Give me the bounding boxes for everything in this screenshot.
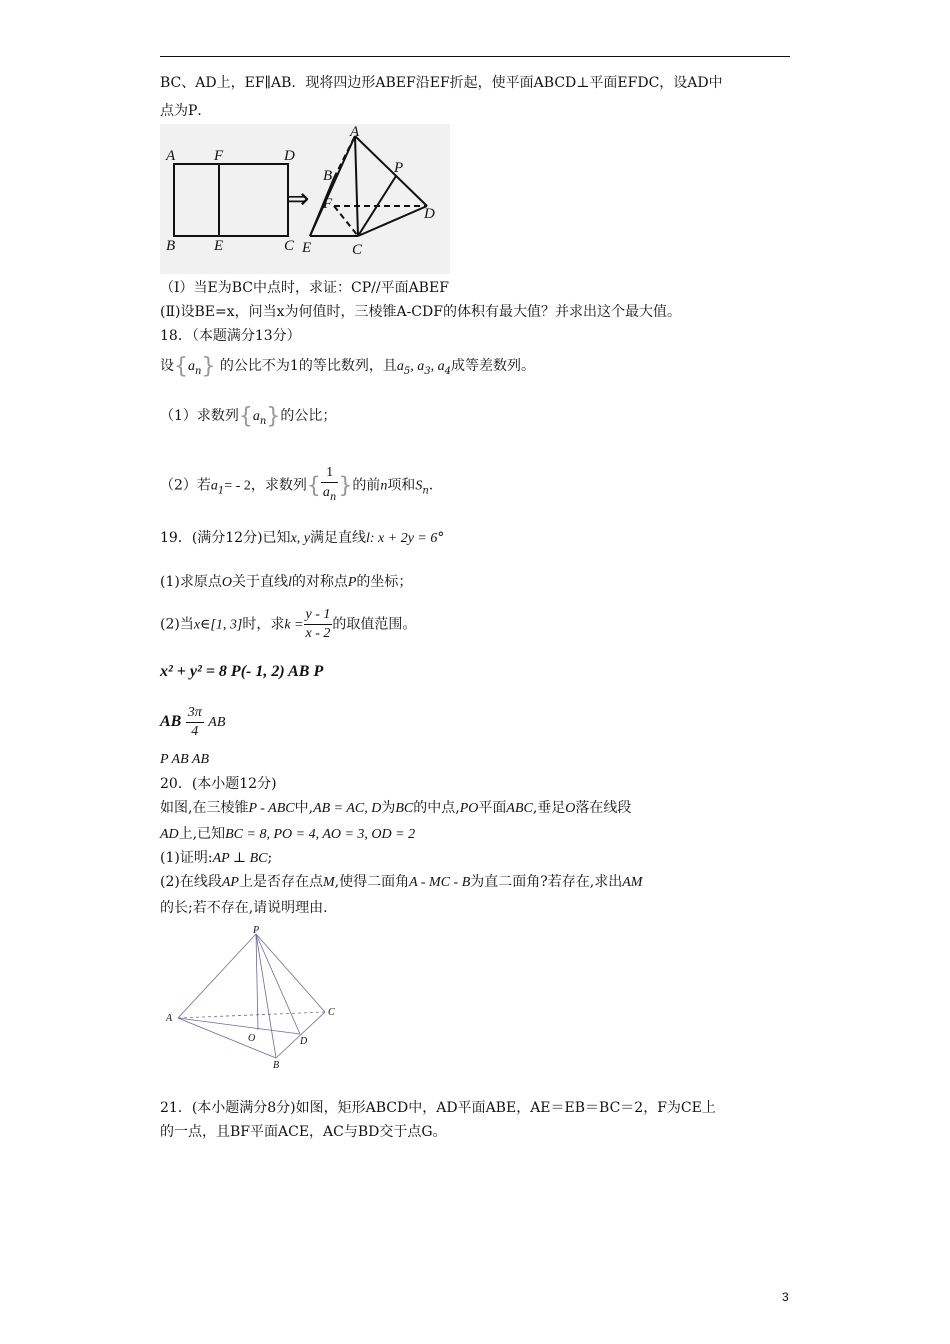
stray-math: P AB AB (160, 752, 209, 767)
text-line: 19．(满分12分)已知x, y满足直线l: x + 2y = 6° (160, 530, 445, 546)
text-line: 如图,在三棱锥P - ABC中,AB = AC, D为BC的中点,PO平面ABC,垂足O落在线段 (160, 800, 632, 816)
label-C2: C (352, 242, 363, 258)
text-line: (1)证明:AP ⊥ BC; (160, 850, 273, 866)
text-line: (2)在线段AP上是否存在点M,使得二面角A - MC - B为直二面角?若存在,求出AM (160, 874, 643, 890)
label-E: E (214, 238, 224, 254)
text-line: 的一点，且BF平面ACE，AC与BD交于点G。 (160, 1124, 447, 1140)
label-C: C (284, 238, 295, 254)
label-A2: A (350, 124, 360, 140)
text-line: 点为P． (160, 103, 212, 119)
page-number: 3 (782, 1290, 789, 1304)
text-line: 设$\{a_n\}$ 的公比不为1的等比数列，且$a_5$, $a_3$, $a_4$成等差数列。 (160, 354, 535, 379)
text-line: BC、AD上，EF∥AB．现将四边形ABEF沿EF折起，使平面ABCD⊥平面EFDC，设AD中 (160, 75, 723, 91)
label-P2: P (394, 160, 404, 176)
label-A: A (166, 1013, 173, 1024)
label-C: C (328, 1007, 335, 1018)
label-B: B (166, 238, 176, 254)
header-rule (160, 56, 790, 57)
label-P: P (253, 925, 260, 936)
question-heading: 18．（本题满分13分） (160, 328, 301, 344)
text-line: AD上,已知BC = 8, PO = 4, AO = 3, OD = 2 (160, 826, 416, 842)
text-line: （2）若$a_1= - 2$，求数列{ $\frac{1}{a_n}$ }的前n项和$S_n$. (160, 465, 434, 503)
folding-figure (160, 124, 450, 274)
label-D2: D (424, 206, 435, 222)
text-line: 的长;若不存在,请说明理由. (160, 900, 328, 916)
arrow-icon: ⇒ (286, 182, 310, 215)
text-line: (1)求原点O关于直线l的对称点P的坐标； (160, 574, 413, 590)
text-line: (Ⅱ)设BE=x，问当x为何值时，三棱锥A-CDF的体积有最大值？并求出这个最大值。 (160, 304, 681, 320)
question-heading: 20．(本小题12分) (160, 776, 277, 792)
pyramid-figure (160, 924, 360, 1074)
stray-math: x² + y² = 8 P(- 1, 2) AB P (160, 663, 324, 680)
label-B2: B (323, 168, 333, 184)
label-A: A (166, 148, 176, 164)
label-E2: E (302, 240, 312, 256)
label-O: O (248, 1033, 256, 1044)
label-F2: F (323, 196, 333, 212)
text-line: （1）求数列$\{a_n\}$的公比； (160, 404, 337, 429)
label-F: F (214, 148, 224, 164)
stray-math: AB $\frac{3\pi}{4}$ AB (160, 704, 226, 739)
text-line: (2)当x∈[1, 3]时，求k = $\frac{y - 1}{x - 2}$ 的取值范围。 (160, 607, 417, 641)
text-line: 21．(本小题满分8分)如图，矩形ABCD中，AD平面ABE，AE＝EB＝BC＝2，F为CE上 (160, 1100, 716, 1116)
text-line: （Ⅰ）当E为BC中点时，求证：CP//平面ABEF (160, 280, 449, 296)
label-B: B (273, 1060, 280, 1071)
label-D: D (284, 148, 295, 164)
label-D: D (300, 1036, 308, 1047)
